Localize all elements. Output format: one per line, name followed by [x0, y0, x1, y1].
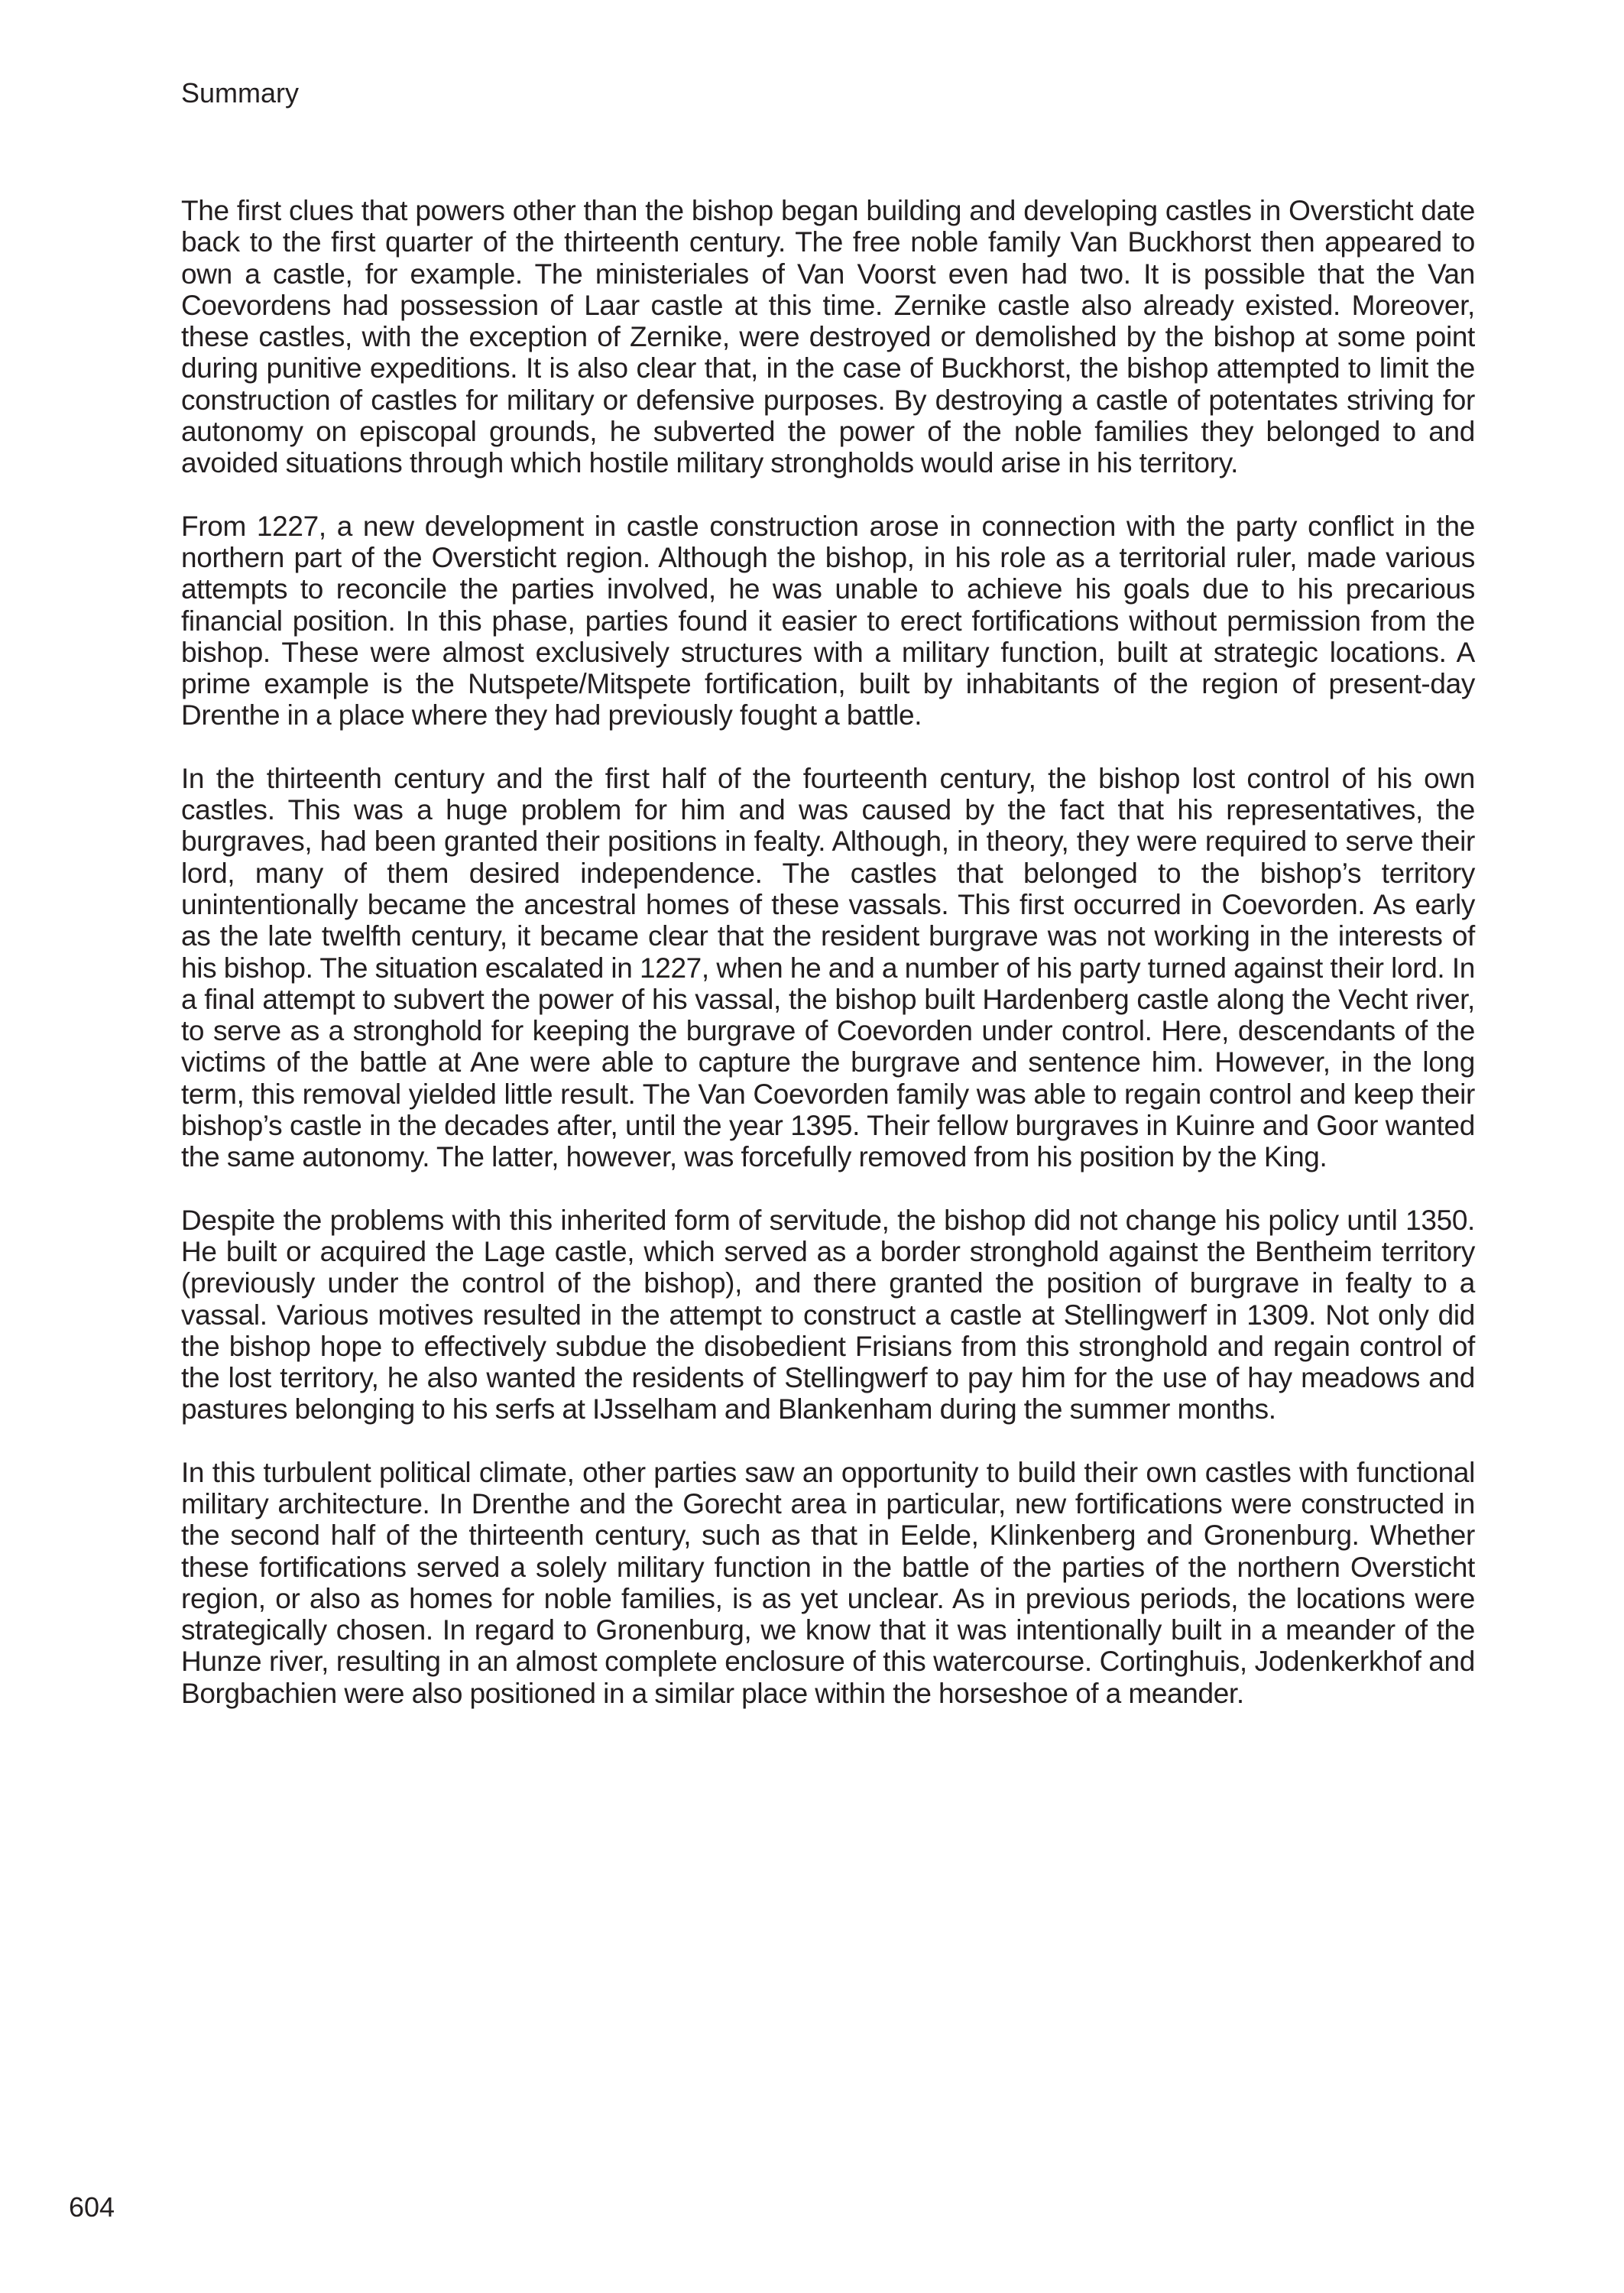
page-number: 604: [69, 2191, 115, 2223]
paragraph-military-architecture: In this turbulent political climate, other parties saw an opportunity to build their own castles with functional military architecture. In Drenthe and the Gorecht area in particular, new fortifications were constructed in the second half of the thirteenth century, such as that in Eelde, Klinkenberg and Gronenburg. Whether these fortifications served a solely military function in the battle of the parties of the northern Oversticht region, or also as homes for noble families, is as yet unclear. As in previous periods, the locations were strategically chosen. In regard to Gronenburg, we know that it was intentionally built in a meander of the Hunze river, resulting in an almost complete enclosure of this watercourse. Cortinghuis, Jodenkerkhof and Borgbachien were also positioned in a similar place within the horseshoe of a meander.: [181, 1456, 1475, 1709]
paragraph-early-castles: The first clues that powers other than the bishop began building and developing castles in Oversticht date back to the first quarter of the thirteenth century. The free noble family Van Buckhorst then appeared to own a castle, for example. The ministeriales of Van Voorst even had two. It is possible that the Van Coevordens had possession of Laar castle at this time. Zernike castle also already existed. Moreover, these castles, with the exception of Zernike, were destroyed or demolished by the bishop at some point during punitive expeditions. It is also clear that, in the case of Buckhorst, the bishop attempted to limit the construction of castles for military or defensive purposes. By destroying a castle of potentates striving for autonomy on episcopal grounds, he subverted the power of the noble families they belonged to and avoided situations through which hostile military strongholds would arise in his territory.: [181, 195, 1475, 479]
paragraph-bishop-policy: Despite the problems with this inherited form of servitude, the bishop did not change his policy until 1350. He built or acquired the Lage castle, which served as a border stronghold against the Bentheim territory (previously under the control of the bishop), and there granted the position of burgrave in fealty to a vassal. Various motives resulted in the attempt to construct a castle at Stellingwerf in 1309. Not only did the bishop hope to effectively subdue the disobedient Frisians from this stronghold and regain control of the lost territory, he also wanted the residents of Stellingwerf to pay him for the use of hay meadows and pastures belonging to his serfs at IJsselham and Blankenham during the summer months.: [181, 1204, 1475, 1425]
running-header: Summary: [181, 77, 300, 109]
paragraph-burgraves: In the thirteenth century and the first half of the fourteenth century, the bishop lost control of his own castles. This was a huge problem for him and was caused by the fact that his representatives, the burgraves, had been granted their positions in fealty. Although, in theory, they were required to serve their lord, many of them desired independence. The castles that belonged to the bishop’s territory unintentionally became the ancestral homes of these vassals. This first occurred in Coevorden. As early as the late twelfth century, it became clear that the resident burgrave was not working in the interests of his bishop. The situation escalated in 1227, when he and a number of his party turned against their lord. In a final attempt to subvert the power of his vassal, the bishop built Hardenberg castle along the Vecht river, to serve as a stronghold for keeping the burgrave of Coevorden under control. Here, descendants of the victims of the battle at Ane were able to capture the burgrave and sentence him. However, in the long term, this removal yielded little result. The Van Coevorden family was able to regain control and keep their bishop’s castle in the decades after, until the year 1395. Their fellow burgraves in Kuinre and Goor wanted the same autonomy. The latter, however, was forcefully removed from his position by the King.: [181, 762, 1475, 1173]
body-text: [181, 195, 1475, 1740]
paragraph-party-conflict: From 1227, a new development in castle construction arose in connection with the party conflict in the northern part of the Oversticht region. Although the bishop, in his role as a territorial ruler, made various attempts to reconcile the parties involved, he was unable to achieve his goals due to his precarious financial position. In this phase, parties found it easier to erect fortifications without permission from the bishop. These were almost exclusively structures with a military function, built at strategic locations. A prime example is the Nutspete/Mitspete fortification, built by inhabitants of the region of present-day Drenthe in a place where they had previously fought a battle.: [181, 510, 1475, 731]
